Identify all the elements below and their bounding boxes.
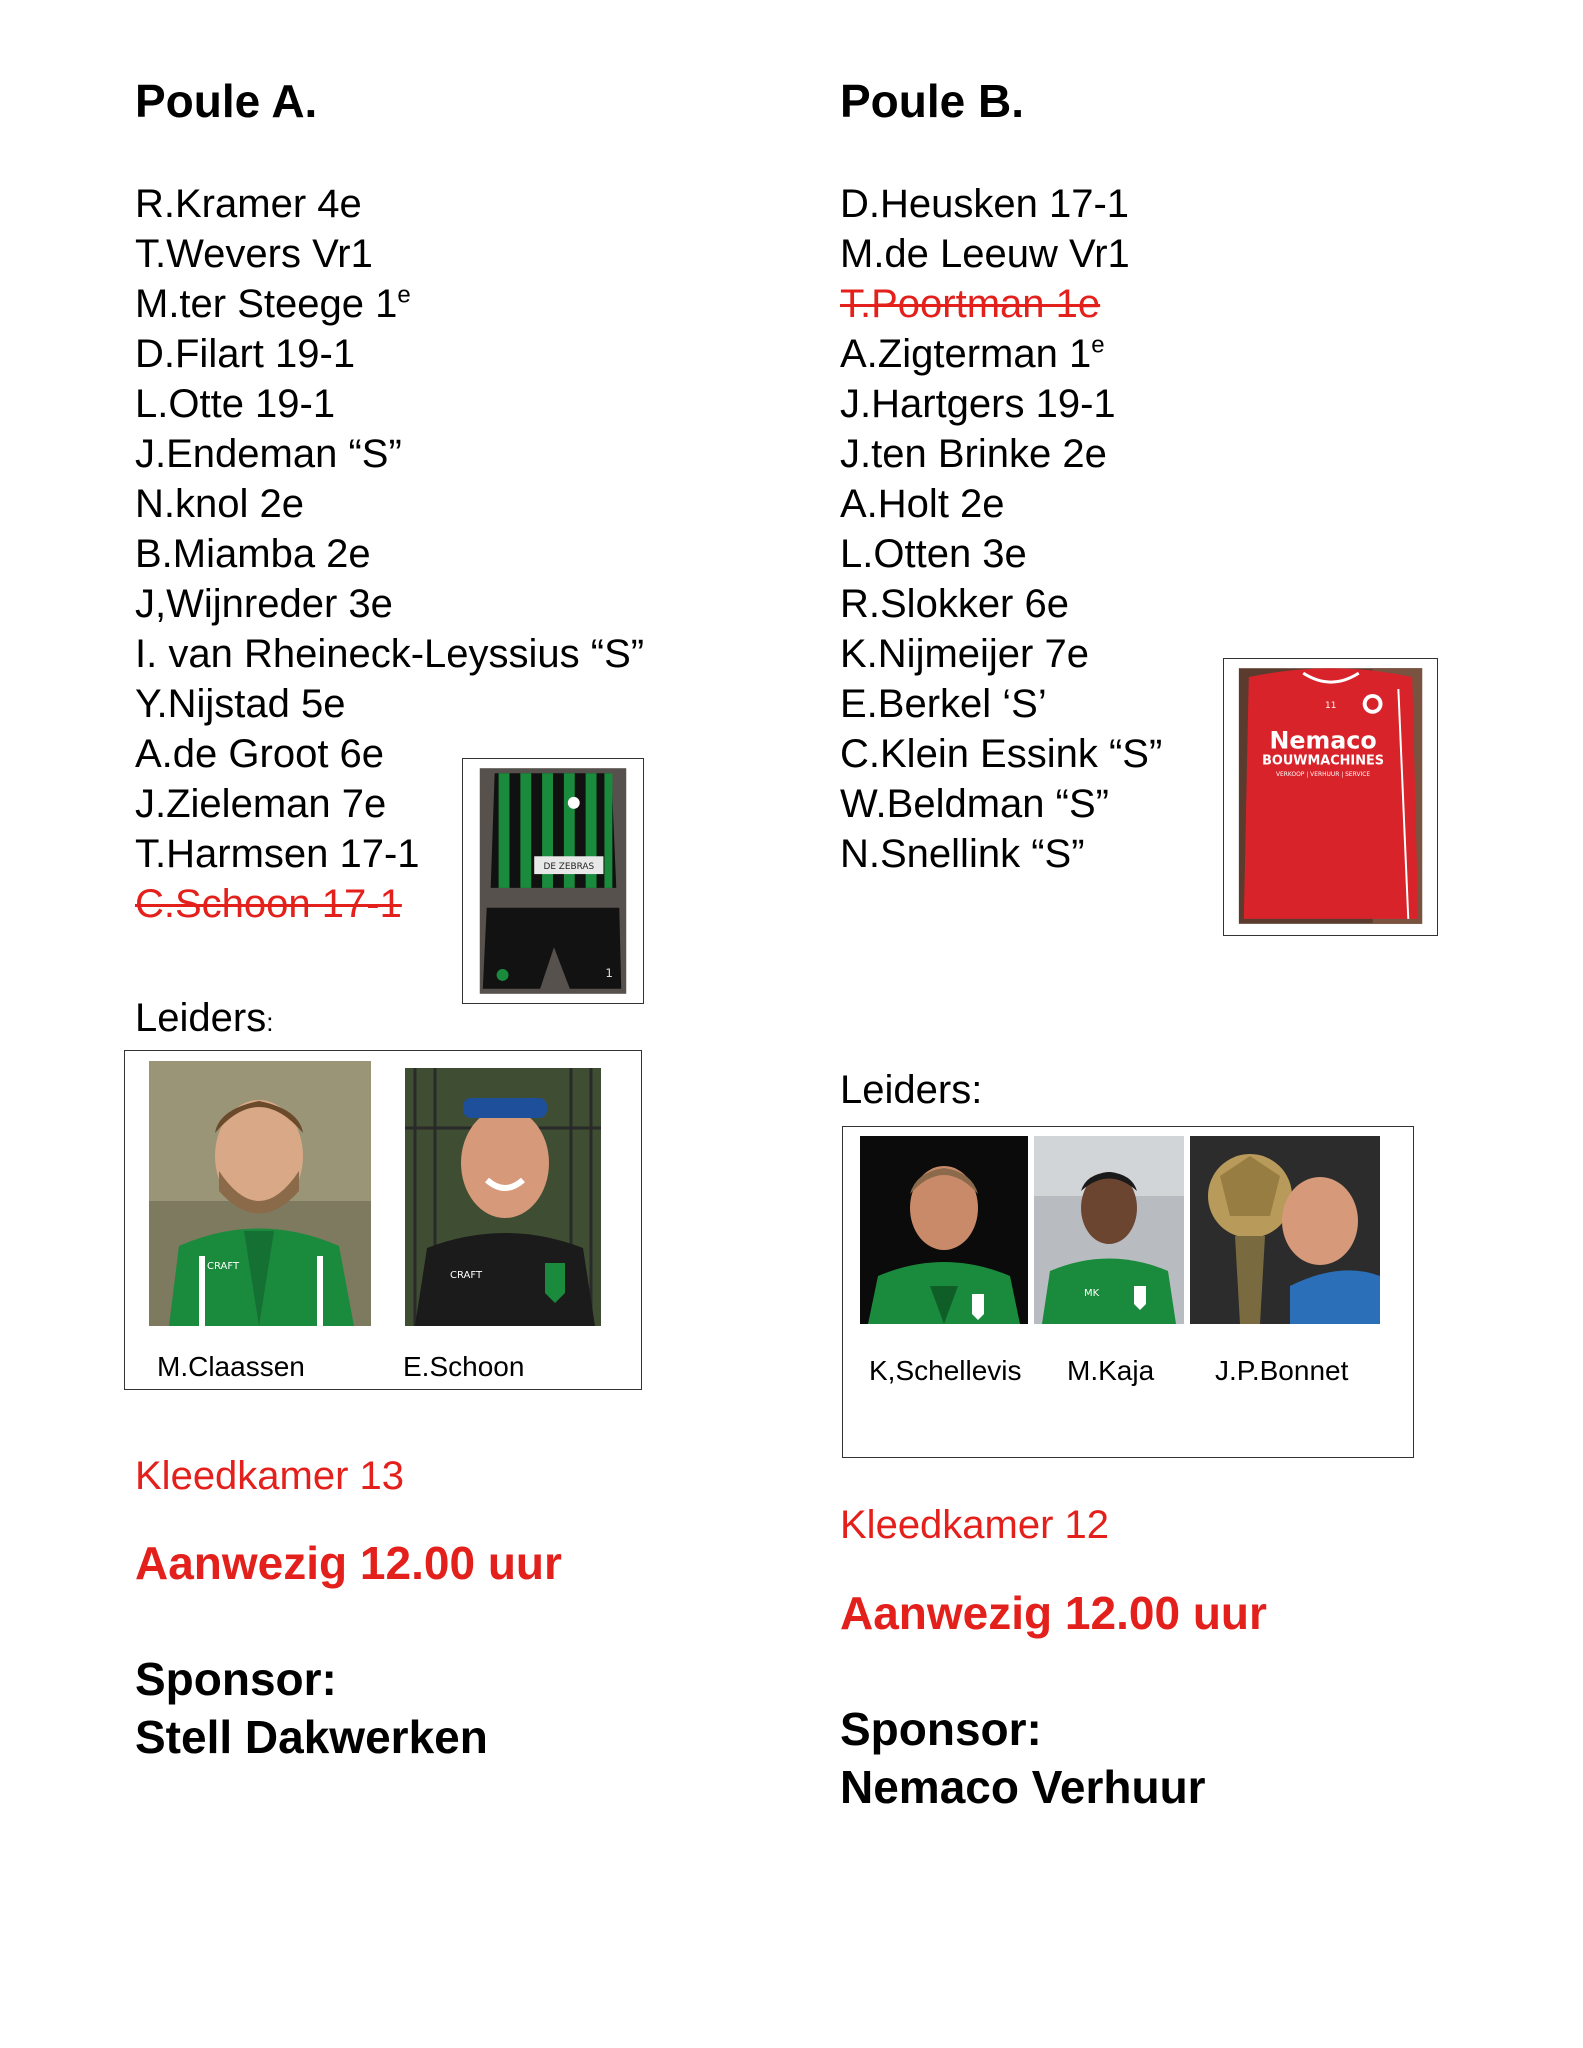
poule-b-aanwezig: Aanwezig 12.00 uur: [840, 1587, 1267, 1639]
svg-text:DE ZEBRAS: DE ZEBRAS: [543, 862, 595, 873]
player-name: W.Beldman “S”: [840, 782, 1109, 826]
player-name: M.de Leeuw Vr1: [840, 232, 1130, 276]
player-name: N.knol 2e: [135, 482, 304, 526]
player-name: R.Kramer 4e: [135, 182, 362, 226]
player-name: Y.Nijstad 5e: [135, 682, 346, 726]
player-item: [135, 629, 644, 679]
player-item: [840, 829, 1162, 879]
player-item: [840, 379, 1162, 429]
leider-caption: J.P.Bonnet: [1215, 1355, 1349, 1386]
player-item: [135, 479, 644, 529]
player-name: B.Miamba 2e: [135, 532, 371, 576]
poule-a-kit-image: [463, 759, 643, 1003]
leider-caption: K,Schellevis: [869, 1355, 1022, 1386]
player-name: L.Otten 3e: [840, 532, 1027, 576]
poule-a-kit-photo: [462, 758, 644, 1004]
player-item: [135, 179, 644, 229]
poule-a-leiders-colon: :: [266, 1007, 274, 1037]
player-suffix: e: [1091, 331, 1105, 359]
svg-text:1: 1: [605, 965, 613, 980]
svg-text:MK: MK: [1084, 1288, 1100, 1299]
player-item: [135, 329, 644, 379]
player-name: A.Zigterman 1: [840, 332, 1092, 376]
player-name: D.Filart 19-1: [135, 332, 356, 376]
svg-text:11: 11: [1325, 700, 1337, 711]
player-item: [840, 679, 1162, 729]
player-item: [135, 529, 644, 579]
sponsor-name: Stell Dakwerken: [135, 1711, 488, 1763]
player-name: E.Berkel ‘S’: [840, 682, 1047, 726]
leider-photo-k-schellevis: [860, 1136, 1028, 1324]
player-name: J.ten Brinke 2e: [840, 432, 1107, 476]
player-item: [135, 229, 644, 279]
player-name: D.Heusken 17-1: [840, 182, 1130, 226]
sponsor-label: Sponsor:: [135, 1653, 337, 1705]
leider-photo-e-schoon: [405, 1068, 601, 1326]
poule-b-sponsor: [840, 1700, 1206, 1816]
player-item: [840, 629, 1162, 679]
leider-caption: E.Schoon: [403, 1351, 525, 1382]
player-item: [840, 479, 1162, 529]
player-name: A.de Groot 6e: [135, 732, 385, 776]
player-name: T.Harmsen 17-1: [135, 832, 420, 876]
player-name: C.Klein Essink “S”: [840, 732, 1163, 776]
player-name: A.Holt 2e: [840, 482, 1005, 526]
player-item: [840, 329, 1162, 379]
player-name: T.Wevers Vr1: [135, 232, 373, 276]
leider-caption: M.Claassen: [157, 1351, 305, 1382]
svg-text:CRAFT: CRAFT: [450, 1270, 483, 1281]
player-item: [135, 379, 644, 429]
poule-a-kleedkamer: Kleedkamer 13: [135, 1454, 405, 1498]
svg-text:CRAFT: CRAFT: [207, 1261, 240, 1272]
player-item: [840, 229, 1162, 279]
player-item: [840, 279, 1162, 329]
poule-b-kleedkamer: Kleedkamer 12: [840, 1503, 1110, 1547]
player-name: J,Wijnreder 3e: [135, 582, 393, 626]
poule-a-leiders-label: Leiders:: [135, 996, 274, 1040]
poule-a-aanwezig: Aanwezig 12.00 uur: [135, 1537, 562, 1589]
player-name: R.Slokker 6e: [840, 582, 1069, 626]
player-name: L.Otte 19-1: [135, 382, 336, 426]
poule-a-title: Poule A.: [135, 75, 318, 127]
poule-b-player-list: [840, 179, 1162, 879]
player-item: [135, 679, 644, 729]
poule-a-sponsor: [135, 1650, 488, 1766]
player-item: [840, 579, 1162, 629]
leider-caption: M.Kaja: [1067, 1355, 1155, 1386]
player-name: T.Poortman 1e: [840, 282, 1101, 326]
player-name: J.Zieleman 7e: [135, 782, 387, 826]
sponsor-label: Sponsor:: [840, 1703, 1042, 1755]
sponsor-name: Nemaco Verhuur: [840, 1761, 1206, 1813]
leider-photo-m-kaja: [1034, 1136, 1184, 1324]
player-item: [135, 579, 644, 629]
player-item: [840, 779, 1162, 829]
player-name: J.Hartgers 19-1: [840, 382, 1116, 426]
poule-b-shirt-image: [1224, 659, 1437, 935]
player-item: [135, 279, 644, 329]
player-name: M.ter Steege 1: [135, 282, 398, 326]
player-item: [135, 429, 644, 479]
player-suffix: e: [397, 281, 411, 309]
poule-b-leiders-label: Leiders:: [840, 1068, 983, 1112]
poule-b-title: Poule B.: [840, 75, 1025, 127]
player-item: [840, 529, 1162, 579]
poule-b-shirt-photo: [1223, 658, 1438, 936]
player-name: C.Schoon 17-1: [135, 882, 402, 926]
shirt-line2-text: BOUWMACHINES: [1262, 753, 1385, 769]
player-item: [840, 179, 1162, 229]
shirt-brand-text: Nemaco: [1269, 726, 1377, 755]
player-name: I. van Rheineck-Leyssius “S”: [135, 632, 645, 676]
shirt-line3-text: VERKOOP | VERHUUR | SERVICE: [1275, 771, 1371, 779]
leider-photo-m-claassen: [149, 1061, 371, 1326]
leider-photo-j-p-bonnet: [1190, 1136, 1380, 1324]
player-name: N.Snellink “S”: [840, 832, 1085, 876]
poule-a-leiders-box: [124, 1050, 642, 1390]
poule-b-leiders-box: [842, 1126, 1414, 1458]
player-item: [840, 429, 1162, 479]
player-item: [840, 729, 1162, 779]
player-name: J.Endeman “S”: [135, 432, 402, 476]
player-name: K.Nijmeijer 7e: [840, 632, 1089, 676]
